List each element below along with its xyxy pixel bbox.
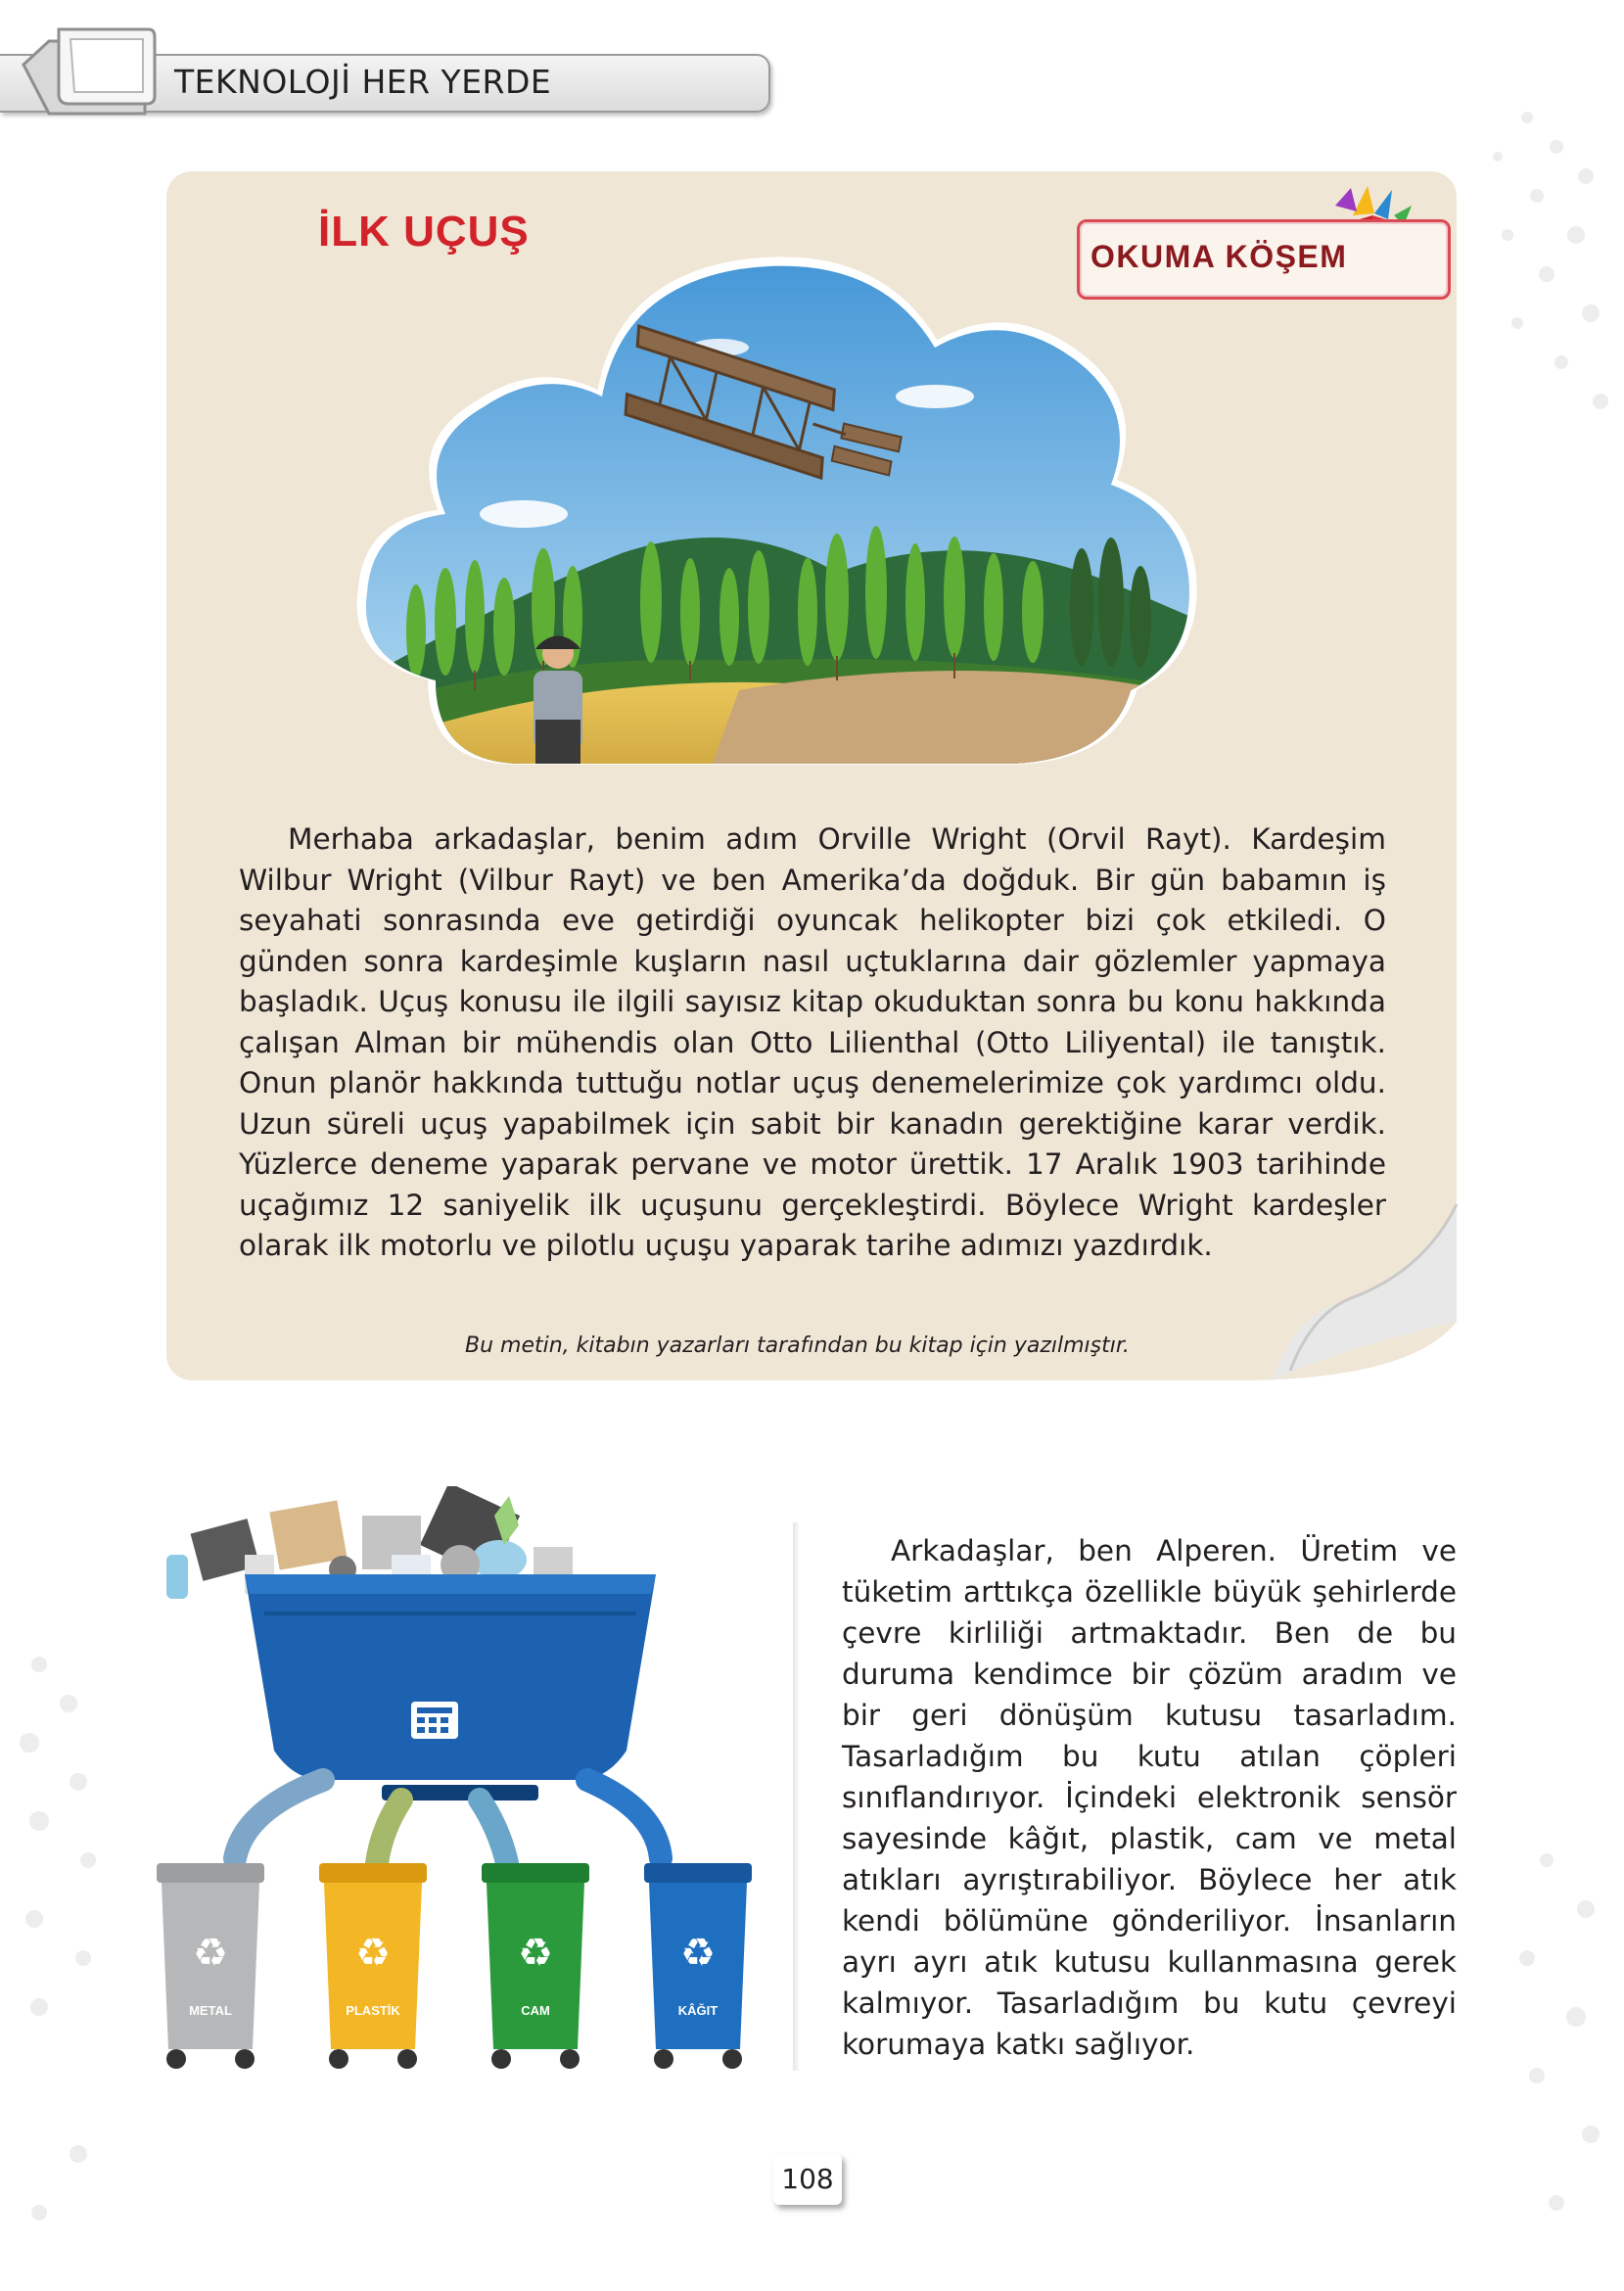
wright-flyer-scene-image (328, 230, 1248, 798)
bin-label-metal: METAL (189, 2003, 232, 2018)
column-divider (793, 1522, 799, 2071)
recycling-text (842, 1530, 1457, 2065)
page-header-title: TEKNOLOJİ HER YERDE (174, 63, 552, 101)
bin-label-paper: KÂĞIT (677, 2003, 719, 2018)
bin-label-glass: CAM (521, 2003, 550, 2018)
svg-text:♻: ♻ (193, 1931, 228, 1976)
bin-label-plastic: PLASTİK (346, 2003, 400, 2018)
page-number: 108 (773, 2154, 842, 2205)
page-curl-decoration (1214, 1204, 1468, 1385)
svg-text:♻: ♻ (680, 1931, 716, 1976)
story-text (239, 819, 1386, 1267)
book-frame-icon (20, 23, 157, 131)
reading-corner-badge-label: OKUMA KÖŞEM (1090, 239, 1348, 274)
recycling-paragraph: Arkadaşlar, ben Alperen. Üretim ve tüketim arttıkça özellikle büyük şehirlerde çevre kirliliği artmaktadır. Ben de bu duruma kendimce bir çözüm aradım ve bir geri dönüşüm kutusu tasarladım. Tasarladığım bu kutu atılan çöpleri sınıflandırıyor. İçindeki elektronik sensör sayesinde kâğıt, plastik, cam ve metal atıkları ayrıştırabiliyor. Böylece her atık kendi bölümüne gönderiliyor. İnsanların ayrı ayrı atık kutusu kullanmasına gerek kalmıyor. Tasarladığım bu kutu çevreyi korumaya katkı sağlıyor. (842, 1534, 1457, 2061)
svg-text:♻: ♻ (355, 1931, 391, 1976)
author-credit: Bu metin, kitabın yazarları tarafından bu kitap için yazılmıştır. (465, 1333, 1130, 1358)
story-paragraph: Merhaba arkadaşlar, benim adım Orville Wright (Orvil Rayt). Kardeşim Wilbur Wright (Vilbur Rayt) ve ben Amerika’da doğduk. Bir gün babamın iş seyahati sonrasında eve getirdiği oyuncak helikopter bizi çok etkiledi. O günden sonra kardeşimle kuşların nasıl uçtuklarına dair gözlemler yapmaya başladık. Uçuş konusu ile ilgili sayısız kitap okuduktan sonra bu konu hakkında çalışan Alman bir mühendis olan Otto Lilienthal (Otto Liliyental) ile tanıştık. Onun planör hakkında tuttuğu notlar uçuş denemelerimize çok yardımcı oldu. Uzun süreli uçuş yapabilmek için sabit bir kanadın gerektiğine karar verdik. Yüzlerce deneme yaparak pervane ve motor ürettik. 17 Aralık 1903 tarihinde uçağımız 12 saniyelik ilk uçuşunu gerçekleştirdi. Böylece Wright kardeşler olarak ilk motorlu ve pilotlu uçuşu yaparak tarihe adımızı yazdırdık. (239, 822, 1386, 1262)
recycling-machine-image (147, 1486, 773, 2074)
section-title: İLK UÇUŞ (318, 208, 530, 256)
svg-text:♻: ♻ (518, 1931, 553, 1976)
